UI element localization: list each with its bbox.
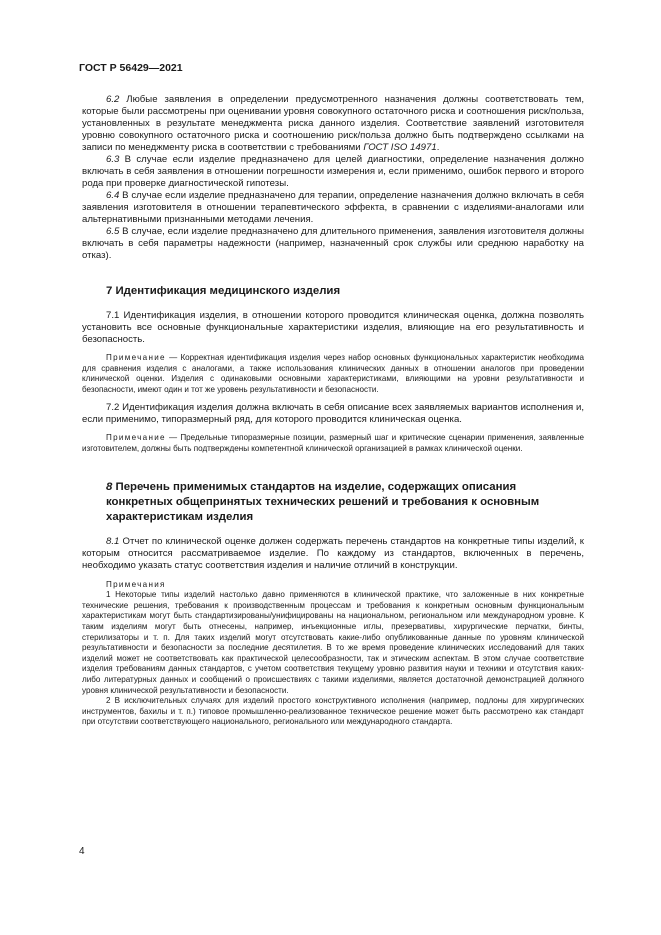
paragraph-7-1: 7.1 Идентификация изделия, в отношении которого проводится клиническая оценка, должна позволять установить все основные функциональные характеристики изделия, влияющие на его результативность и безопасность. bbox=[82, 310, 584, 345]
clause-number: 6.3 bbox=[106, 154, 120, 165]
note-label: Примечание bbox=[106, 353, 166, 362]
section-8-heading-line-1 bbox=[82, 480, 584, 495]
note-text: — Предельные типоразмерные позиции, размерный шаг и критические сценарии применения, заявленные изготовителем, должны быть подтверждены компетентной клинической организацией в рамках клинической оценки. bbox=[82, 433, 584, 453]
section-8-heading-line-2: конкретных общепринятых технических решений и требования к основным bbox=[106, 495, 540, 508]
note-8-2: 2 В исключительных случаях для изделий простого конструктивного исполнения (например, подлоны для хирургических инструментов, бахилы и т. п.) типовое промышленно-реализованное техническое решение может быть рассмотрено как стандарт при отсутствии соответствующего национального, регионального или международного стандарта. bbox=[82, 696, 584, 727]
clause-number: 6.5 bbox=[106, 226, 120, 237]
paragraph-6-5 bbox=[82, 226, 584, 262]
paragraph-6-2 bbox=[82, 94, 584, 154]
paragraph-6-3 bbox=[82, 154, 584, 190]
standard-reference: ГОСТ ISO 14971 bbox=[363, 142, 437, 153]
note-7-2 bbox=[82, 433, 584, 454]
clause-text-end: . bbox=[436, 142, 440, 153]
clause-number: 6.2 bbox=[106, 94, 120, 105]
paragraph-8-1 bbox=[82, 536, 584, 572]
page-content bbox=[82, 94, 584, 728]
clause-text: В случае если изделие предназначено для целей диагностики, определение назначения должно включать в себя заявления в отношении погрешности измерения и, если применимо, ошибок первого и второго рода при проверке диагностической гипотезы. bbox=[82, 154, 584, 189]
section-number: 8 bbox=[106, 480, 113, 493]
note-8-1: 1 Некоторые типы изделий настолько давно применяются в клинической практике, что заложенные в них конкретные технические решения, требования к производственным процессам и требования к конкретным основным функциональным характеристикам могут быть стандартизированы/унифицированы на национальном, региональном или международном уровне. К таким изделиям могут быть отнесены, например, инъекционные иглы, презервативы, хирургические перчатки, бинты, стерилизаторы и т. п. Для таких изделий могут отсутствовать какие-либо опубликованные данные по уровням клинической результативности и безопасности за последние десятилетия. В то же время проведение клинических исследований для таких изделий может не соответствовать как практической целесообразности, так и этическим аспектам. В этом случае соответствие изделия требованиям данных стандартов, с учетом соответствия текущему уровню развития науки и техники и отсутствия каких-либо литературных данных и сообщений о происшествиях с такими изделиями, является достаточной демонстрацией должного уровня клинической результативности и безопасности. bbox=[82, 590, 584, 695]
clause-text: В случае, если изделие предназначено для длительного применения, заявления изготовителя должны включать в себя параметры надежности (например, назначенный срок службы или среднюю наработку на отказ). bbox=[82, 226, 584, 261]
heading-text: Перечень применимых стандартов на изделие, содержащих описания bbox=[112, 480, 517, 493]
note-7-1 bbox=[82, 353, 584, 395]
section-8-heading-line-3: характеристикам изделия bbox=[106, 510, 254, 523]
paragraph-6-4 bbox=[82, 190, 584, 226]
section-7-heading: 7 Идентификация медицинского изделия bbox=[106, 285, 341, 297]
clause-text: Любые заявления в определении предусмотренного назначения должны соответствовать тем, которые были рассмотрены при оценивании уровня совокупного остаточного риска и соотношения риск/польза, установленных в результате менеджмента риска данного изделия. Соответствие заявлений изготовителя уровню совокупного остаточного риска и соотношению риск/польза должно быть подтверждено ссылками на записи по менеджменту риска в соответствии с требованиями bbox=[82, 94, 584, 153]
clause-number: 8.1 bbox=[106, 535, 120, 547]
clause-number: 6.4 bbox=[106, 190, 120, 201]
notes-heading: Примечания bbox=[106, 579, 166, 589]
clause-text: В случае если изделие предназначено для терапии, определение назначения должно включать в себя заявления изготовителя в отношении терапевтического эффекта, в сравнении с изделиями-аналогами или альтернативными признанными методами лечения. bbox=[82, 190, 584, 225]
page-number: 4 bbox=[79, 846, 85, 857]
note-label: Примечание bbox=[106, 433, 166, 443]
paragraph-7-2: 7.2 Идентификация изделия должна включать в себя описание всех заявляемых вариантов исполнения и, если применимо, типоразмерный ряд, для которого проводится клиническая оценка. bbox=[82, 402, 584, 426]
note-text: — Корректная идентификация изделия через набор основных функциональных характеристик необходима для сравнения изделия с аналогами, а также использования клинических данных в отношении аналогов при проведении клинической оценки. Изделия с одинаковыми основными характеристиками, влияющими на уровни результативности и безопасности, имеют один и тот же уровень результативности и безопасности. bbox=[82, 353, 584, 394]
document-code-header: ГОСТ Р 56429—2021 bbox=[79, 62, 183, 74]
clause-text: Отчет по клинической оценке должен содержать перечень стандартов на конкретные типы изделий, к которым относится рассматриваемое изделие. По каждому из стандартов, включенных в перечень, необходимо указать статус соответствия изделия и наличие отличий в конструкции. bbox=[82, 535, 584, 571]
